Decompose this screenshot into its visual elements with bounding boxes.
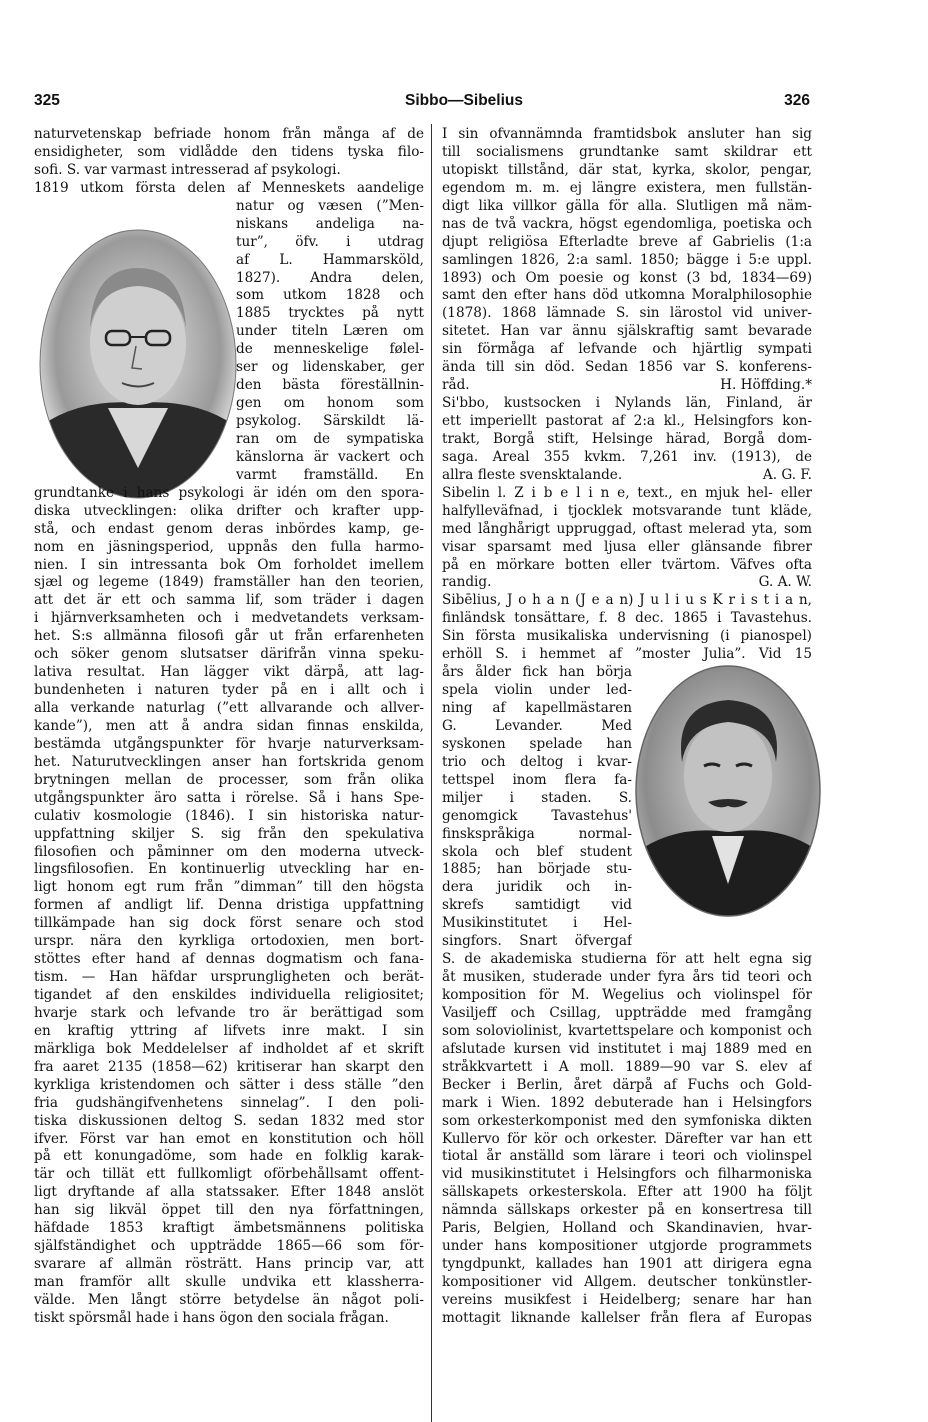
- right-column-line: spela violin under led-: [442, 682, 632, 699]
- left-column-line: bundenheten i naturen tyder på en i allt och i: [34, 682, 424, 699]
- left-column-line: formen af andligt lif. Denna dristiga uppfattning: [34, 897, 424, 914]
- left-column-line: i hjärnverksamheten och i medvetandets verksam-: [34, 610, 424, 627]
- right-column-line: Paris, Belgien, Holland och Skandinavien, hvar-: [442, 1220, 812, 1237]
- right-column-line: genomgick Tavastehus': [442, 807, 632, 824]
- right-column-line: Kullervo för kör och orkester. Därefter var han ett: [442, 1130, 812, 1147]
- running-title: Sibbo—Sibelius: [405, 92, 523, 109]
- right-column-line: erhöll S. i hemmet af ”moster Julia”. Vid 15: [442, 646, 812, 663]
- right-column-line: 1893) och Om poesie og konst (3 bd, 1834—69): [442, 269, 812, 286]
- left-column-line: under titeln Læren om: [236, 323, 424, 340]
- left-column-line: diska utvecklingen: olika drifter och krafter upp-: [34, 502, 424, 519]
- left-column-line: varmt framställd. En: [236, 466, 424, 483]
- right-column-line: nämnda sällskaps orkester på en konsertresa till: [442, 1202, 812, 1219]
- page-header: [0, 92, 928, 114]
- left-column-line: utgångspunkter äro satta i rörelse. Så i hans Spe-: [34, 789, 424, 806]
- left-column-line: 1819 utkom första delen af Menneskets aandelige: [34, 179, 424, 196]
- left-column-line: fra aaret 2135 (1858—62) kritiserar han skarpt den: [34, 1058, 424, 1075]
- right-column-line: Musikinstitutet i Hel-: [442, 915, 632, 932]
- left-column-line: uppfattning skiljer S. sig från den spekulativa: [34, 825, 424, 842]
- right-column-line: syskonen spelade han: [442, 735, 632, 752]
- left-column-line: lingsfilosofien. En kontinuerlig utveckling har en-: [34, 861, 424, 878]
- left-column-line: brytningen mellan de processer, som från olika: [34, 771, 424, 788]
- left-column-line: svarare af allmän rösträtt. Hans princip var, att: [34, 1256, 424, 1273]
- right-column-line: S. de akademiska studierna för att helt egna sig: [442, 951, 812, 968]
- right-column-line: A. G. F.: [762, 466, 812, 483]
- right-column-line: Vasiljeff och Csillag, uppträdde med framgång: [442, 1004, 812, 1021]
- left-column: [34, 126, 424, 1328]
- right-column-line: 1885; han började stu-: [442, 861, 632, 878]
- left-column-line: bestämda utgångspunkter för hvarje naturverksam-: [34, 735, 424, 752]
- left-column-line: naturvetenskap befriade honom från många af de: [34, 126, 424, 142]
- right-column-line: randig.: [442, 574, 492, 591]
- left-column-line: att det är ett och samma lif, som träder i dagen: [34, 592, 424, 609]
- right-column-line: utopiskt tillstånd, där stat, kyrka, skolor, pengar,: [442, 161, 812, 178]
- left-column-line: ser og lidenskaber, ger: [236, 359, 424, 376]
- right-column-line: afslutade kursen vid institutet i maj 1889 med en: [442, 1040, 812, 1057]
- left-column-line: fria gudshängifvenhetens sinnelag”. I den poli-: [34, 1094, 424, 1111]
- left-column-line: märkliga bok Meddelelser af indholdet af et skrift: [34, 1040, 424, 1057]
- right-column-line: nas de två vackra, högst egendomliga, poetiska och: [442, 215, 812, 232]
- left-column-line: tur”, öfv. i utdrag: [236, 233, 424, 250]
- right-column-line: råd.: [442, 377, 470, 394]
- right-column-line: visar sparsamt med ljusa eller glänsande fibrer: [442, 538, 812, 555]
- right-column-line: ända till sin död. Sedan 1856 var S. konferens-: [442, 359, 812, 376]
- left-column-line: nien. I sin intressanta bok Om forholdet imellem: [34, 556, 424, 573]
- left-column-line: stöttes efter hand af dennas dogmatism och fana-: [34, 951, 424, 968]
- left-column-line: niskans andeliga na-: [236, 215, 424, 232]
- right-column-line: vereins musikfest i Heidelberg; senare har han: [442, 1291, 812, 1308]
- left-column-line: grundtanke i hans psykologi är idén om den spora-: [34, 484, 424, 501]
- right-column-line: sin förmåga af lefvande och hjärtlig sympati: [442, 341, 812, 358]
- left-column-line: hvarje stark och lefvande tro är berättigad som: [34, 1004, 424, 1021]
- left-column-line: 1885 trycktes på nytt: [236, 305, 424, 322]
- page-number-right: 326: [784, 92, 810, 109]
- right-column-line: (1878). 1868 lämnade S. sin lärostol vid univer-: [442, 305, 812, 322]
- left-column-line: nom en jäsningsperiod, uppnås den fulla harmo-: [34, 538, 424, 555]
- right-column-line: Si'bbo, kustsocken i Nylands län, Finland, är: [442, 395, 812, 412]
- right-column-line: saga. Areal 355 kvkm. 7,261 inv. (1913), de: [442, 448, 812, 465]
- right-column-line: komposition för M. Wegelius och violinspel för: [442, 987, 812, 1003]
- left-column-line: de menneskelige følel-: [236, 341, 424, 358]
- right-column-line: Sibelin l. Z i b e l i n e, text., en mjuk hel- eller: [442, 484, 812, 501]
- left-column-line: tigandet af den enskildes individuella religiositet;: [34, 987, 424, 1003]
- right-column-line: djupt religiösa Efterladte breve af Gabrielis (1:a: [442, 233, 812, 250]
- left-column-line: känslorna är vackert och: [236, 448, 424, 465]
- right-column-line: I sin ofvannämnda framtidsbok ansluter han sig: [442, 126, 812, 142]
- left-column-line: filosofien och påminner om den moderna utveck-: [34, 843, 424, 860]
- right-column-line: under hans kompositioner utgjorde programmets: [442, 1238, 812, 1255]
- left-column-line: natur og væsen (”Men-: [236, 197, 424, 214]
- left-column-line: ligt honom egt rum från ”dimman” till den högsta: [34, 879, 424, 896]
- right-column: [442, 126, 812, 1328]
- left-column-line: kyrkliga kristendomen och sätter i dess ställe ”den: [34, 1076, 424, 1093]
- right-column-line: till socialismens grundtanke samt skildrar ett: [442, 143, 812, 160]
- right-column-line: finskspråkiga normal-: [442, 825, 632, 842]
- right-column-line: samlingen 1826, 2:a saml. 1850; bägge i 5:e uppl.: [442, 251, 812, 268]
- right-column-line: års ålder fick han börja: [442, 664, 632, 681]
- right-column-line: G. Levander. Med: [442, 717, 632, 734]
- right-column-line: G. A. W.: [758, 574, 812, 591]
- left-column-line: ifver. Först var han emot en konstitution och höll: [34, 1130, 424, 1147]
- right-column-line: kompositioner vid Allgem. deutscher tonkünstler-: [442, 1274, 812, 1290]
- right-column-line: Becker i Berlin, året därpå af Fuchs och Gold-: [442, 1076, 812, 1093]
- right-column-line: ning af kapellmästaren: [442, 700, 632, 716]
- left-column-line: och söker genom slutsatser därifrån vinna speku-: [34, 646, 424, 663]
- right-column-line: skola och blef student: [442, 843, 632, 860]
- right-column-line: trakt, Borgå stift, Helsinge härad, Borgå dom-: [442, 430, 812, 447]
- right-column-line: som soloviolinist, kvartettspelare och komponist och: [442, 1022, 812, 1039]
- right-column-line: samt den efter hans död utkomna Moralphilosophie: [442, 287, 812, 304]
- left-column-line: psykolog. Särskildt lä-: [236, 413, 424, 429]
- left-column-line: tillkämpade han sig dock först senare och stod: [34, 915, 424, 932]
- right-column-line: finländsk tonsättare, f. 8 dec. 1865 i Tavastehus.: [442, 610, 812, 627]
- left-column-line: han sig likväl öppet till den nya författningen,: [34, 1202, 424, 1219]
- right-column-line: sitetet. Han var ännu själskraftig samt bevarade: [442, 323, 812, 340]
- right-column-line: egendom m. m. ej längre existera, men fullstän-: [442, 179, 812, 196]
- left-column-line: het. S:s allmänna filosofi går ut från erfarenheten: [34, 628, 424, 645]
- right-column-line: Sin första musikaliska undervisning (i pianospel): [442, 628, 812, 645]
- right-column-line: sällskapets orkesterskola. Efter att 1900 ha följt: [442, 1184, 812, 1201]
- left-column-line: lativa resultat. Han lägger vikt därpå, att lag-: [34, 664, 424, 681]
- left-column-line: tiskt spörsmål hade i hans ögon den sociala frågan.: [34, 1309, 389, 1326]
- left-column-line: sofi. S. var varmast intresserad af psykologi.: [34, 161, 341, 178]
- left-column-line: gen om honom som: [236, 395, 424, 412]
- left-column-line: ensidigheter, som vidlådde den tidens tyska filo-: [34, 143, 424, 160]
- left-column-line: den bästa föreställnin-: [236, 377, 424, 394]
- left-column-line: tär och tillät ett fullkomligt oförbehållsamt offent-: [34, 1166, 424, 1183]
- left-column-line: tism. — Han häfdar ursprungligheten och berät-: [34, 969, 424, 986]
- left-column-line: 1827). Andra delen,: [236, 269, 424, 286]
- left-column-line: man framför allt skulle undvika ett klassherra-: [34, 1274, 424, 1290]
- left-column-line: tiska diskussionen deltog S. sedan 1832 med stor: [34, 1112, 424, 1129]
- right-column-line: ett imperiellt pastorat af 2:a kl., Helsingfors kon-: [442, 413, 812, 429]
- left-column-line: sjæl og legeme (1849) framställer han den teorien,: [34, 574, 424, 591]
- right-column-line: med långhårigt uppruggad, oftast melerad yta, som: [442, 520, 812, 537]
- right-column-line: tiotal år anställd som lärare i teori och violinspel: [442, 1148, 812, 1165]
- right-column-line: miljer i staden. S.: [442, 789, 632, 806]
- right-column-line: mottagit liknande kallelser från flera af Europas: [442, 1309, 812, 1326]
- column-divider: [431, 124, 432, 1422]
- left-column-line: urspr. nära den kyrkliga ortodoxien, men bort-: [34, 933, 424, 950]
- left-column-line: på ett konungadöme, som hade en folklig karak-: [34, 1148, 424, 1165]
- right-column-line: singfors. Snart öfvergaf: [442, 933, 632, 950]
- left-column-line: välde. Men långt större betydelse än något poli-: [34, 1291, 424, 1308]
- right-column-line: H. Höffding.*: [720, 377, 812, 394]
- right-column-line: åt musiken, studerade under fyra års tid teori och: [442, 969, 812, 986]
- right-column-line: Sibēlius, J o h a n (J e a n) J u l i u s K r i s t i a n,: [442, 592, 812, 609]
- right-column-line: digt lika villkor gälla för alla. Slutligen må näm-: [442, 197, 812, 214]
- right-column-line: dera juridik och in-: [442, 879, 632, 896]
- right-column-line: tettspel inom flera fa-: [442, 771, 632, 788]
- left-column-line: culativ kosmologie (1846). I sin historiska natur-: [34, 807, 424, 824]
- left-column-line: ran om de sympatiska: [236, 430, 424, 447]
- right-column-line: halfylleväfnad, i tjocklek motsvarande tunt kläde,: [442, 502, 812, 519]
- left-column-line: själfständighet och uppträdde 1865—66 som för-: [34, 1238, 424, 1255]
- left-column-line: ligt dryftande af alla statssaker. Efter 1848 anslöt: [34, 1184, 424, 1201]
- right-column-line: stråkkvartett i A moll. 1889—90 var S. elev af: [442, 1058, 812, 1075]
- left-column-line: häfdade 1853 kraftigt ämbetsmännens politiska: [34, 1220, 424, 1237]
- page-number-left: 325: [34, 92, 60, 109]
- left-column-line: af L. Hammarsköld,: [236, 251, 424, 268]
- right-column-line: som orkesterkomponist med den symfoniska dikten: [442, 1112, 812, 1129]
- right-column-line: allra fleste svensktalande.: [442, 466, 623, 483]
- right-column-line: tyngdpunkt, kallades han 1901 att dirigera egna: [442, 1256, 812, 1273]
- left-column-line: stå, och endast genom deras inbördes kamp, ge-: [34, 520, 424, 537]
- right-column-line: mark i Wien. 1892 debuterade han i Helsingfors: [442, 1094, 812, 1111]
- left-column-line: kande”), men att å andra sidan finnas enskilda,: [34, 717, 424, 734]
- left-column-line: som utkom 1828 och: [236, 287, 424, 304]
- right-column-line: vid musikinstitutet i Helsingfors och filharmoniska: [442, 1166, 812, 1183]
- left-column-line: het. Naturutvecklingen anser han fortskrida genom: [34, 753, 424, 770]
- left-column-line: alla verkande naturlag (”ett allvarande och allver-: [34, 700, 424, 716]
- right-column-line: skrefs samtidigt vid: [442, 897, 632, 914]
- right-column-line: trio och deltog i kvar-: [442, 753, 632, 770]
- left-column-line: en kraftig yttring af lifvets inre makt. I sin: [34, 1022, 424, 1039]
- right-column-line: på en mörkare botten eller tvärtom. Väfves ofta: [442, 556, 812, 573]
